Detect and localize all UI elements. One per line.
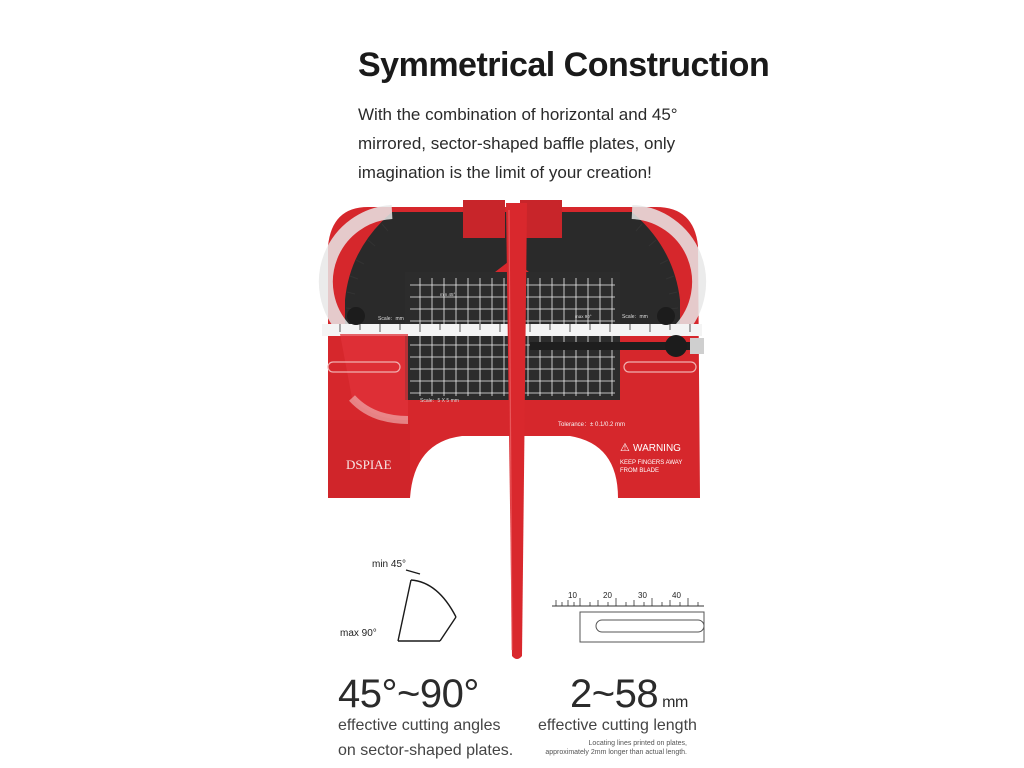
length-unit: mm bbox=[662, 694, 688, 711]
lock-knob bbox=[347, 307, 365, 325]
length-note bbox=[545, 739, 687, 757]
warning-text: KEEP FINGERS AWAY bbox=[620, 460, 683, 466]
plate-min-label: min 45° bbox=[440, 292, 456, 297]
angle-min-label: min 45° bbox=[372, 559, 407, 570]
warning-text: FROM BLADE bbox=[620, 468, 660, 474]
length-range-value bbox=[570, 672, 688, 717]
scale-label-left: Scale：mm bbox=[378, 316, 404, 322]
brand-logo: DSPIAE bbox=[346, 457, 392, 472]
length-range-text: 2~58 bbox=[570, 672, 659, 716]
scale-label-right: Scale：mm bbox=[622, 314, 648, 320]
angle-max-label: max 90° bbox=[340, 628, 377, 639]
angle-range-text: 45°~90° bbox=[338, 672, 479, 716]
tolerance-label: Tolerance：± 0.1/0.2 mm bbox=[558, 422, 625, 428]
grid-scale-label: Scale：5 X 5 mm bbox=[420, 398, 459, 404]
length-desc-line1: effective cutting length bbox=[538, 717, 697, 734]
length-tick: 10 bbox=[568, 591, 577, 600]
angle-desc-line1: effective cutting angles bbox=[338, 717, 501, 734]
length-diagram bbox=[552, 606, 704, 642]
lock-knob bbox=[665, 335, 687, 357]
length-note-line: Locating lines printed on plates, bbox=[588, 740, 687, 747]
length-tick: 30 bbox=[638, 591, 647, 600]
length-note-line: approximately 2mm longer than actual length. bbox=[545, 749, 687, 756]
warning-icon: ⚠ bbox=[620, 442, 630, 454]
intro-line: imagination is the limit of your creation! bbox=[358, 163, 652, 182]
blade-holder-left bbox=[463, 200, 505, 238]
page-title: Symmetrical Construction bbox=[358, 46, 770, 84]
length-tick: 20 bbox=[603, 591, 612, 600]
intro-line: mirrored, sector-shaped baffle plates, only bbox=[358, 134, 676, 153]
angle-desc-line2: on sector-shaped plates. bbox=[338, 742, 514, 759]
lock-knob bbox=[657, 307, 675, 325]
warning-title: WARNING bbox=[633, 443, 681, 454]
length-tick: 40 bbox=[672, 591, 681, 600]
intro-line: With the combination of horizontal and 45° bbox=[358, 105, 678, 124]
angle-range-value bbox=[338, 672, 479, 717]
plate-max-label: max 90° bbox=[575, 314, 592, 319]
angle-diagram bbox=[398, 570, 456, 641]
